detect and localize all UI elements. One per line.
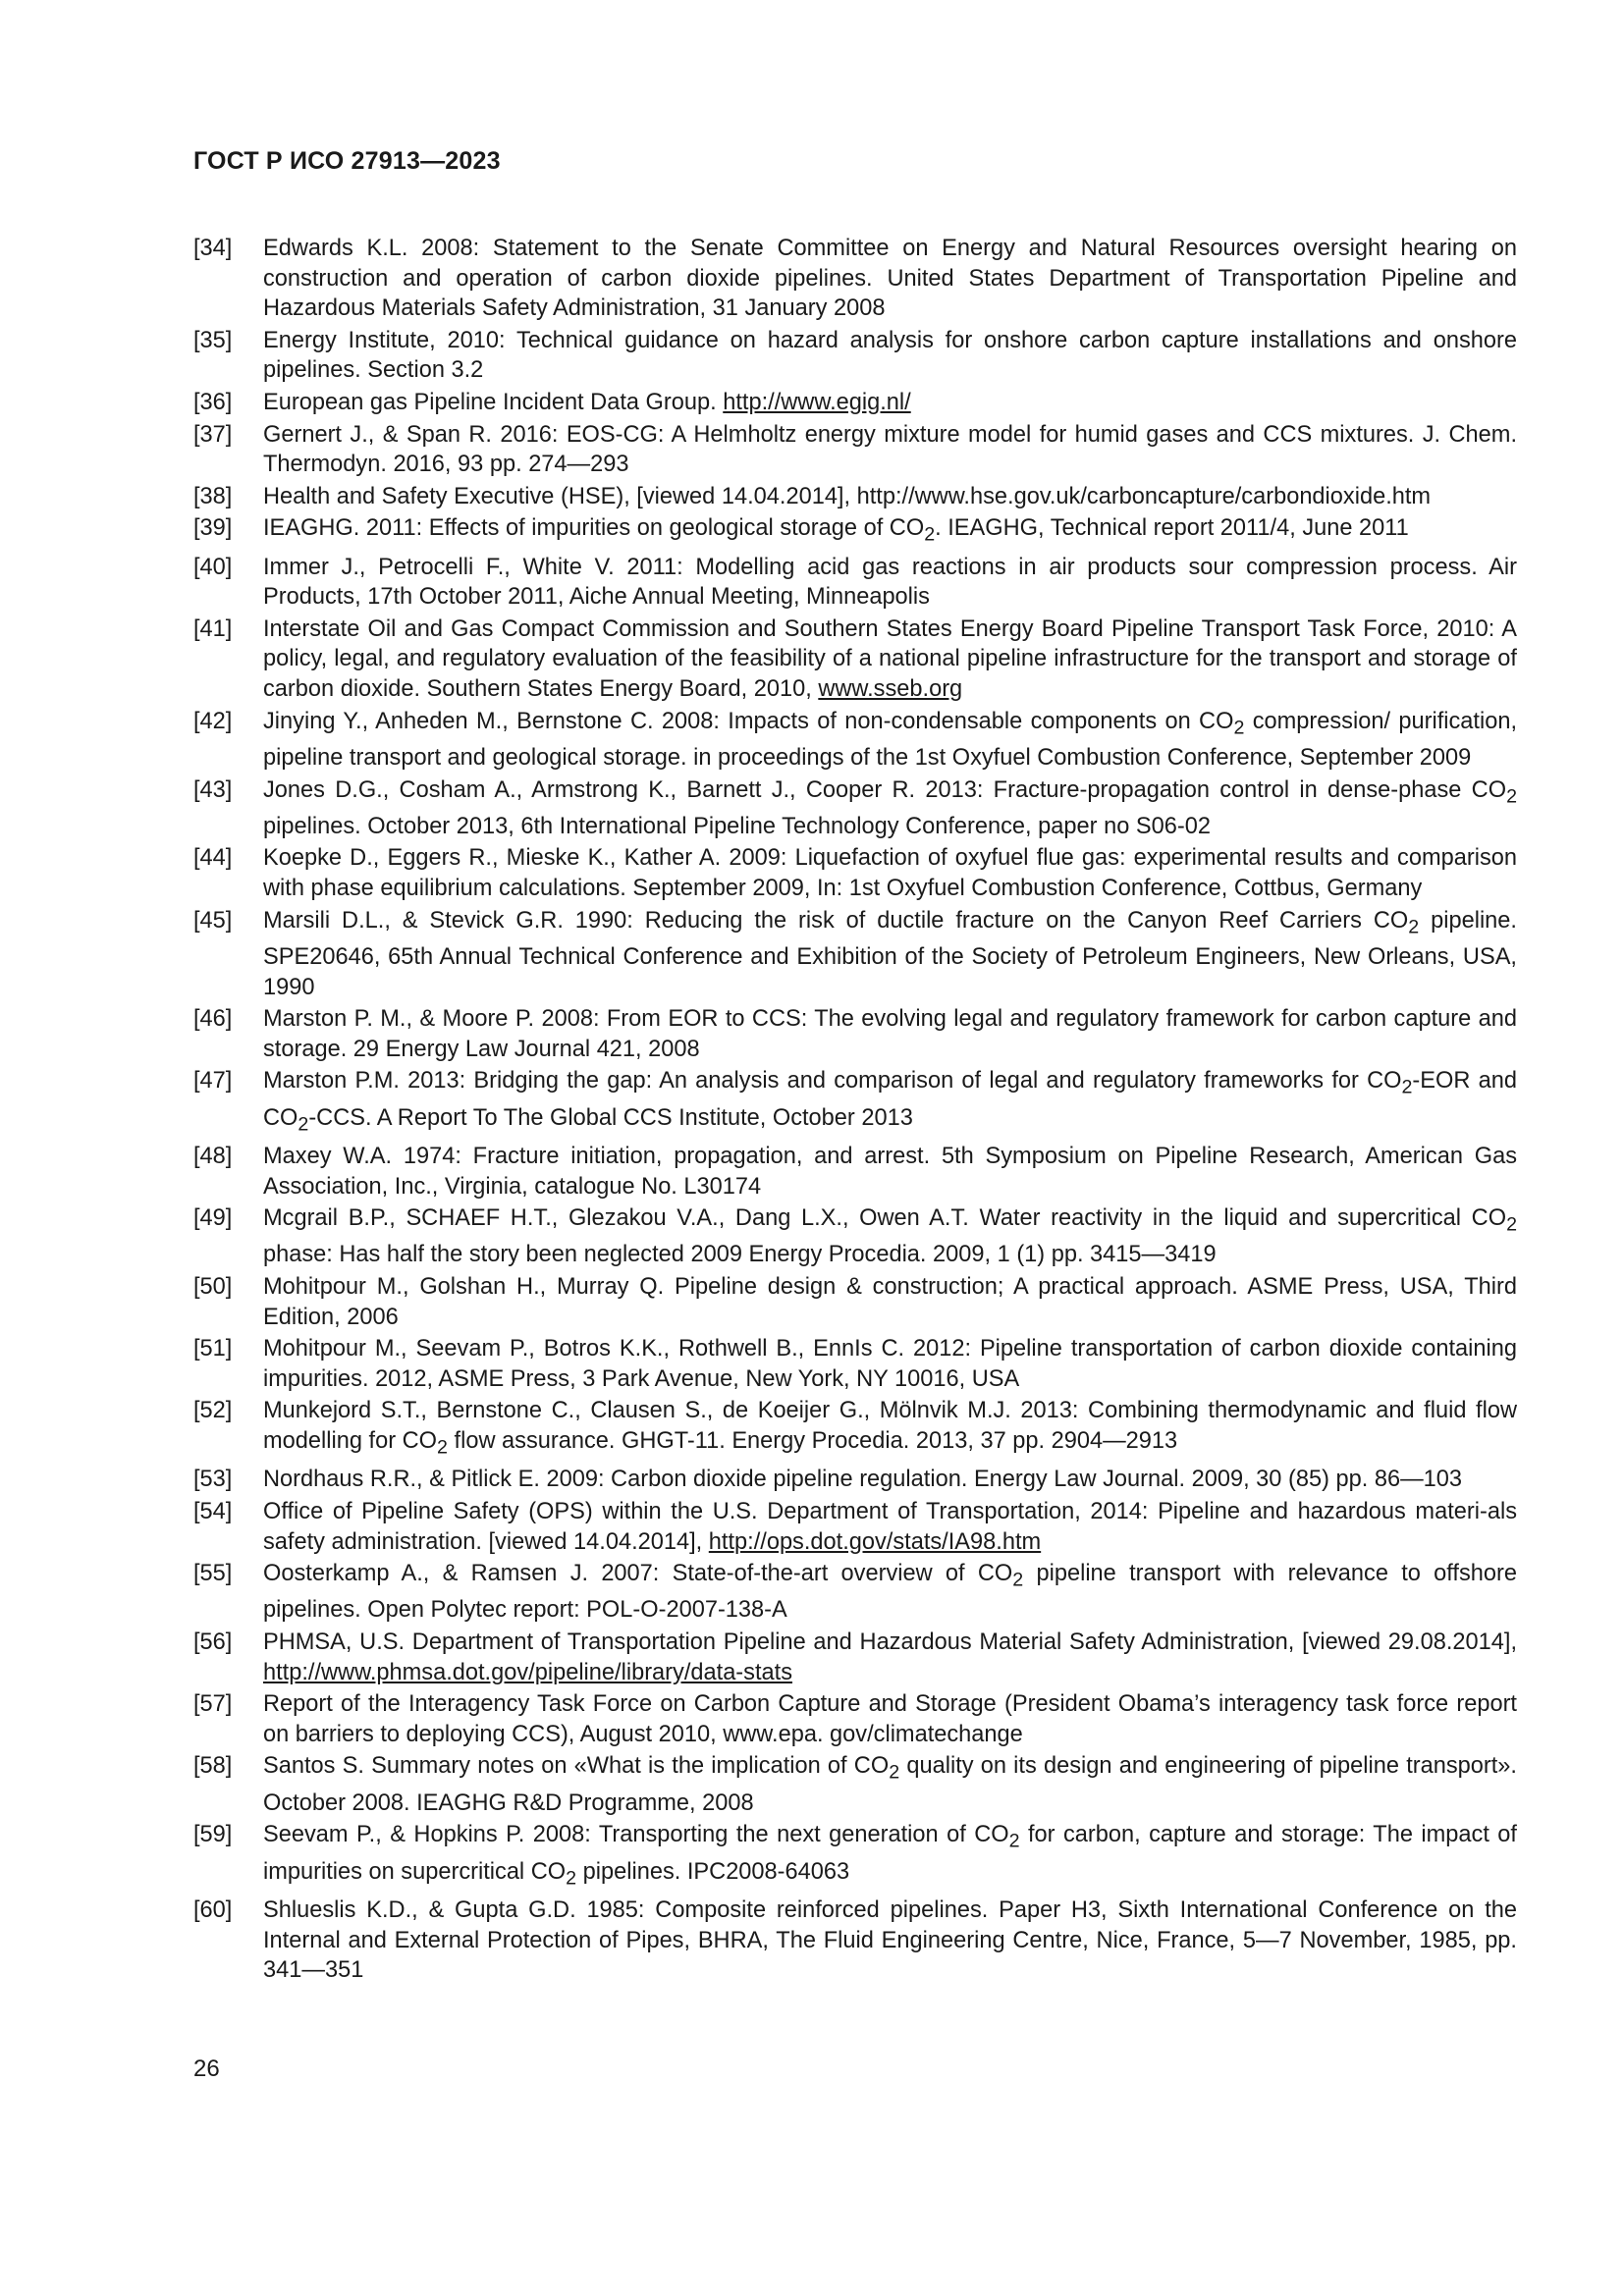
reference-text <box>263 843 1517 903</box>
reference-number: [34] <box>193 236 233 261</box>
reference-text <box>263 553 1517 613</box>
reference-text-segment: Oosterkamp A., & Ramsen J. 2007: State-of-the-art overview of CO <box>263 1561 1013 1587</box>
reference-text-segment: Health and Safety Executive (HSE), [viewed 14.04.2014], http://www.hse.gov.uk/carboncapture/carbondioxide.htm <box>263 483 1432 509</box>
reference-text <box>263 388 1517 418</box>
subscript: 2 <box>1233 717 1245 739</box>
reference-text <box>263 1066 1517 1140</box>
reference-text-segment: Marsili D.L., & Stevick G.R. 1990: Reducing the risk of ductile fracture on the Canyon Reef Carriers CO <box>263 907 1409 934</box>
reference-text <box>263 234 1517 324</box>
reference-text-segment: Munkejord S.T., Bernstone C., Clausen S., de Koeijer G., Mölnvik M.J. 2013: Combining thermodynamic and fluid flow modelling for CO <box>263 1398 1517 1454</box>
reference-number: [47] <box>193 1068 233 1095</box>
reference-text <box>263 1751 1517 1818</box>
reference-number: [43] <box>193 776 233 803</box>
reference-item <box>193 1896 1517 1986</box>
reference-number: [37] <box>193 421 233 448</box>
reference-text <box>263 1203 1517 1270</box>
reference-number: [51] <box>193 1336 233 1362</box>
reference-text <box>263 1334 1517 1394</box>
page-number: 26 <box>193 2056 220 2082</box>
reference-text-segment: pipeline. SPE20646, 65th Annual Technical Conference and Exhibition of the Society of Petroleum Engineers, New Orleans, USA, 1990 <box>263 907 1517 1000</box>
reference-text <box>263 1820 1517 1894</box>
reference-text-segment: Report of the Interagency Task Force on Carbon Capture and Storage (President Obama’s interagency task force report on barriers to deploying CCS), August 2010, www.epa. gov/climatechange <box>263 1691 1517 1747</box>
reference-number: [53] <box>193 1467 233 1493</box>
reference-item <box>193 614 1517 705</box>
reference-text <box>263 1142 1517 1201</box>
reference-text <box>263 1628 1517 1687</box>
reference-number: [42] <box>193 708 233 734</box>
reference-number: [60] <box>193 1896 233 1923</box>
reference-text-segment: Edwards K.L. 2008: Statement to the Senate Committee on Energy and Natural Resources oversight hearing on construction and operation of carbon dioxide pipelines. United States Department of Transportation Pipeline and Hazardous Materials Safety Administration, 31 January 2008 <box>263 236 1517 322</box>
reference-item <box>193 482 1517 512</box>
reference-text <box>263 1896 1517 1986</box>
reference-number: [36] <box>193 389 233 415</box>
reference-text-segment: Interstate Oil and Gas Compact Commission and Southern States Energy Board Pipeline Transport Task Force, 2010: A policy, legal, and regulatory evaluation of the feasibility of a national pipeline infrastructure for the transport and storage of carbon dioxide. Southern States Energy Board, 2010, <box>263 615 1517 703</box>
reference-item <box>193 1203 1517 1270</box>
reference-item <box>193 775 1517 842</box>
reference-text-segment: Shlueslis K.D., & Gupta G.D. 1985: Composite reinforced pipelines. Paper H3, Sixth International Conference on the Internal and External Protection of Pipes, BHRA, The Fluid Engineering Centre, Nice, France, 5—7 November, 1985, pp. 341—351 <box>263 1896 1517 1984</box>
reference-number: [56] <box>193 1629 233 1655</box>
reference-text-segment: Koepke D., Eggers R., Mieske K., Kather A. 2009: Liquefaction of oxyfuel flue gas: experimental results and comparison with phase equilibrium calculations. September 2009, In: 1st Oxyfuel Combustion Conference, Cottbus, Germany <box>263 845 1517 902</box>
reference-text-segment: Nordhaus R.R., & Pitlick E. 2009: Carbon dioxide pipeline regulation. Energy Law Journal. 2009, 30 (85) pp. 86—103 <box>263 1467 1463 1493</box>
reference-text-segment: Seevam P., & Hopkins P. 2008: Transporting the next generation of CO <box>263 1822 1009 1848</box>
reference-text <box>263 707 1517 774</box>
reference-item <box>193 1396 1517 1463</box>
reference-number: [38] <box>193 483 233 509</box>
reference-text <box>263 1396 1517 1463</box>
reference-text <box>263 1272 1517 1332</box>
reference-text-segment: Jinying Y., Anheden M., Bernstone C. 2008: Impacts of non-condensable components on CO <box>263 708 1234 734</box>
reference-text-segment: phase: Has half the story been neglected 2009 Energy Procedia. 2009, 1 (1) pp. 3415—3419 <box>263 1242 1217 1268</box>
reference-item <box>193 1751 1517 1818</box>
reference-text <box>263 326 1517 386</box>
reference-list <box>193 234 1517 1988</box>
reference-text <box>263 775 1517 842</box>
reference-text <box>263 1004 1517 1064</box>
reference-text-segment: . IEAGHG, Technical report 2011/4, June 2011 <box>935 515 1409 542</box>
reference-item <box>193 1820 1517 1894</box>
reference-text <box>263 1465 1517 1495</box>
reference-number: [55] <box>193 1561 233 1587</box>
reference-text-segment: Mohitpour M., Golshan H., Murray Q. Pipeline design & construction; A practical approach. ASME Press, USA, Third Edition, 2006 <box>263 1274 1517 1330</box>
reference-number: [35] <box>193 327 233 353</box>
reference-text-segment: Energy Institute, 2010: Technical guidance on hazard analysis for onshore carbon capture installations and onshore pipelines. Section 3.2 <box>263 327 1517 384</box>
reference-text-segment: Mohitpour M., Seevam P., Botros K.K., Rothwell B., EnnIs C. 2012: Pipeline transportation of carbon dioxide containing impurities. 2012, ASME Press, 3 Park Avenue, New York, NY 10016, USA <box>263 1336 1517 1392</box>
reference-item <box>193 906 1517 1003</box>
reference-number: [52] <box>193 1398 233 1424</box>
reference-text <box>263 1689 1517 1749</box>
reference-text-segment: IEAGHG. 2011: Effects of impurities on geological storage of CO <box>263 515 925 542</box>
subscript: 2 <box>566 1867 577 1890</box>
reference-number: [48] <box>193 1143 233 1169</box>
reference-item <box>193 1497 1517 1557</box>
reference-number: [49] <box>193 1205 233 1232</box>
reference-text-segment: -CCS. A Report To The Global CCS Institute, October 2013 <box>308 1104 913 1131</box>
reference-text-segment: Immer J., Petrocelli F., White V. 2011: Modelling acid gas reactions in air products sour compression process. Air Products, 17th October 2011, Aiche Annual Meeting, Minneapolis <box>263 554 1517 611</box>
reference-text-segment: Santos S. Summary notes on «What is the implication of CO <box>263 1753 890 1780</box>
reference-text <box>263 906 1517 1003</box>
reference-link[interactable]: www.sseb.org <box>818 676 963 703</box>
reference-item <box>193 1004 1517 1064</box>
reference-number: [39] <box>193 515 233 542</box>
reference-item <box>193 707 1517 774</box>
reference-item <box>193 843 1517 903</box>
reference-item <box>193 326 1517 386</box>
reference-text-segment: Maxey W.A. 1974: Fracture initiation, propagation, and arrest. 5th Symposium on Pipeline Research, American Gas Association, Inc., Virginia, catalogue No. L30174 <box>263 1143 1517 1200</box>
reference-text-segment: Marston P.M. 2013: Bridging the gap: An analysis and comparison of legal and regulatory frameworks for CO <box>263 1068 1402 1095</box>
reference-link[interactable]: http://www.egig.nl/ <box>723 389 911 415</box>
reference-number: [45] <box>193 907 233 934</box>
subscript: 2 <box>1506 1213 1517 1236</box>
reference-number: [40] <box>193 554 233 580</box>
document-header: ГОСТ Р ИСО 27913—2023 <box>193 147 501 175</box>
reference-text <box>263 1497 1517 1557</box>
reference-text <box>263 513 1517 550</box>
reference-text <box>263 482 1517 512</box>
subscript: 2 <box>1008 1831 1020 1852</box>
reference-number: [41] <box>193 615 233 642</box>
subscript: 2 <box>1401 1077 1413 1099</box>
reference-text-segment: Gernert J., & Span R. 2016: EOS-CG: A Helmholtz energy mixture model for humid gases and CCS mixtures. J. Chem. Thermodyn. 2016, 93 pp. 274—293 <box>263 421 1517 478</box>
reference-text-segment: -EOR and CO <box>263 1068 1517 1131</box>
reference-link[interactable]: http://www.phmsa.dot.gov/pipeline/library/data-stats <box>263 1659 792 1685</box>
reference-item <box>193 388 1517 418</box>
reference-item <box>193 553 1517 613</box>
subscript: 2 <box>298 1113 309 1136</box>
subscript: 2 <box>924 524 936 547</box>
reference-text-segment: PHMSA, U.S. Department of Transportation Pipeline and Hazardous Material Safety Administration, [viewed 29.08.2014], <box>263 1629 1517 1655</box>
reference-text-segment: Office of Pipeline Safety (OPS) within the U.S. Department of Transportation, 2014: Pipeline and hazardous materi-als safety administration. [viewed 14.04.2014], <box>263 1498 1517 1555</box>
reference-item <box>193 513 1517 550</box>
reference-text-segment: pipelines. October 2013, 6th International Pipeline Technology Conference, paper no S06-02 <box>263 813 1211 839</box>
reference-item <box>193 1066 1517 1140</box>
reference-item <box>193 1272 1517 1332</box>
reference-text-segment: pipeline transport with relevance to offshore pipelines. Open Polytec report: POL-O-2007-138-A <box>263 1561 1517 1624</box>
subscript: 2 <box>889 1762 900 1785</box>
reference-number: [57] <box>193 1691 233 1718</box>
subscript: 2 <box>437 1436 448 1459</box>
reference-item <box>193 1465 1517 1495</box>
reference-text-segment: compression/ purification, pipeline transport and geological storage. in proceedings of the 1st Oxyfuel Combustion Conference, September 2009 <box>263 708 1518 771</box>
reference-text-segment: Mcgrail B.P., SCHAEF H.T., Glezakou V.A., Dang L.X., Owen A.T. Water reactivity in the liquid and supercritical CO <box>263 1205 1507 1232</box>
reference-link[interactable]: http://ops.dot.gov/stats/IA98.htm <box>708 1528 1042 1555</box>
reference-text-segment: Marston P. M., & Moore P. 2008: From EOR to CCS: The evolving legal and regulatory framework for carbon capture and storage. 29 Energy Law Journal 421, 2008 <box>263 1006 1517 1062</box>
reference-number: [54] <box>193 1498 233 1524</box>
reference-item <box>193 420 1517 480</box>
reference-text-segment: pipelines. IPC2008-64063 <box>576 1858 850 1885</box>
reference-number: [59] <box>193 1822 233 1848</box>
reference-text-segment: quality on its design and engineering of pipeline transport». October 2008. IEAGHG R&D Programme, 2008 <box>263 1753 1517 1816</box>
reference-item <box>193 1334 1517 1394</box>
subscript: 2 <box>1408 916 1420 938</box>
reference-number: [50] <box>193 1274 233 1301</box>
subscript: 2 <box>1506 785 1517 808</box>
reference-text <box>263 1559 1517 1626</box>
reference-item <box>193 1628 1517 1687</box>
reference-item <box>193 234 1517 324</box>
reference-number: [44] <box>193 845 233 872</box>
reference-item <box>193 1142 1517 1201</box>
reference-text-segment: European gas Pipeline Incident Data Group. <box>263 389 724 415</box>
subscript: 2 <box>1012 1569 1024 1591</box>
reference-text <box>263 614 1517 705</box>
reference-item <box>193 1689 1517 1749</box>
reference-item <box>193 1559 1517 1626</box>
reference-text-segment: flow assurance. GHGT-11. Energy Procedia. 2013, 37 pp. 2904—2913 <box>447 1428 1178 1454</box>
reference-number: [58] <box>193 1753 233 1780</box>
reference-text <box>263 420 1517 480</box>
reference-number: [46] <box>193 1006 233 1033</box>
reference-text-segment: for carbon, capture and storage: The impact of impurities on supercritical CO <box>263 1822 1517 1885</box>
reference-text-segment: Jones D.G., Cosham A., Armstrong K., Barnett J., Cooper R. 2013: Fracture-propagation control in dense-phase CO <box>263 776 1507 803</box>
